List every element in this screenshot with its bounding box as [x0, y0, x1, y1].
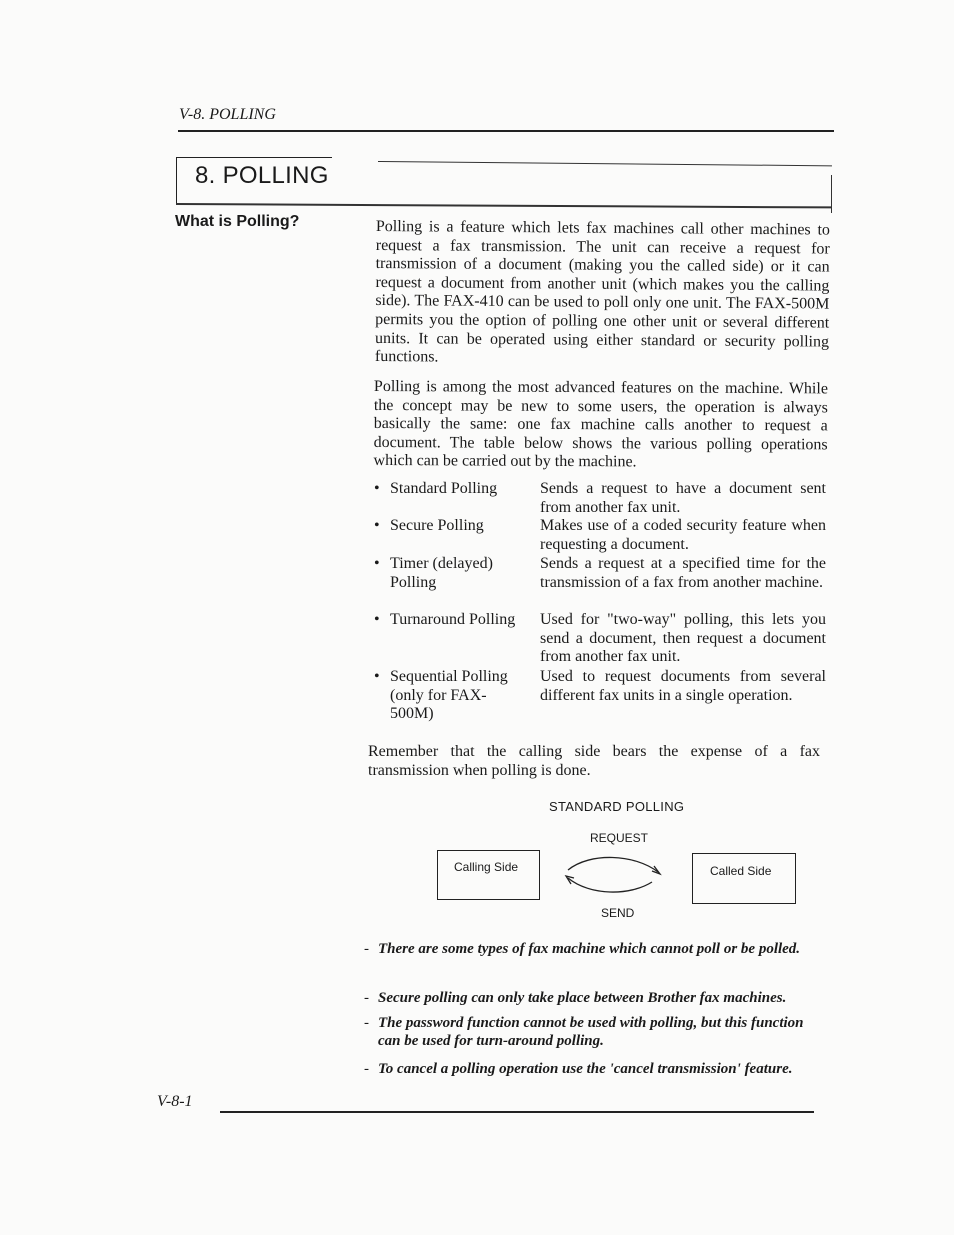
remember-paragraph: Remember that the calling side bears the expense of a fax transmission when polling is done. [368, 743, 820, 779]
polling-type-name: • Turnaround Polling [374, 611, 540, 668]
calling-side-box [437, 850, 540, 900]
request-send-arrows [560, 852, 670, 898]
polling-type-description: Used for "two-way" polling, this lets you send a document, then request a document from another fax unit. [540, 611, 826, 665]
note-text: - The password function cannot be used with polling, but this function can be used for turn-around polling. [364, 1014, 820, 1050]
note-text: - There are some types of fax machine which cannot poll or be polled. [364, 940, 820, 958]
send-label: SEND [601, 906, 635, 920]
polling-type-name: • Timer (delayed) Polling [374, 555, 540, 611]
list-item [374, 555, 826, 611]
section-title: 8. POLLING [195, 162, 329, 189]
list-item [374, 517, 826, 555]
called-side-label: Called Side [710, 864, 772, 878]
send-arrow-curve [568, 878, 652, 892]
request-label: REQUEST [590, 831, 649, 845]
list-item [374, 480, 826, 517]
polling-type-name: • Standard Polling [374, 480, 540, 517]
footer-rule [220, 1111, 814, 1113]
header-rule [178, 130, 834, 132]
note-list-item [364, 940, 820, 958]
note-list-item [364, 1014, 820, 1050]
list-item [374, 668, 826, 724]
title-frame-bottom-line [176, 203, 832, 208]
running-header: V-8. POLLING [179, 106, 276, 123]
note-list-item [364, 989, 820, 1007]
concept-paragraph: Polling is among the most advanced features on the machine. While the concept may be new to some users, the operation is always basically the same: one fax machine calls another to request a document. The table below shows the various polling operations which can be carried out by the machine. [373, 378, 828, 471]
polling-type-description: Sends a request at a specified time for the transmission of a fax from another machine. [540, 555, 826, 591]
polling-type-description: Makes use of a coded security feature when requesting a document. [540, 517, 826, 553]
note-list-item [364, 1060, 820, 1078]
calling-side-label: Calling Side [454, 860, 519, 874]
side-heading: What is Polling? [175, 213, 300, 230]
called-side-box [692, 853, 796, 904]
polling-type-description: Used to request documents from several different fax units in a single operation. [540, 668, 826, 704]
diagram-title: STANDARD POLLING [549, 799, 685, 814]
note-text: - Secure polling can only take place between Brother fax machines. [364, 989, 820, 1007]
request-arrow-curve [568, 857, 658, 872]
polling-types-list [374, 480, 826, 724]
list-item [374, 611, 826, 668]
title-frame-top-line [378, 161, 832, 166]
polling-type-name: • Sequential Polling (only for FAX-500M) [374, 668, 540, 724]
note-text: - To cancel a polling operation use the 'cancel transmission' feature. [364, 1060, 820, 1078]
intro-paragraph: Polling is a feature which lets fax machines call other machines to request a fax transmission. The unit can receive a request for transmission of a document (making you the called side) or it can request a document from another unit (which makes you the calling side). The FAX-410 can be used to poll only one unit. The FAX-500M permits you the option of polling one other unit or several different units. It can be operated using either standard or security polling functions. [374, 218, 830, 366]
page-number: V-8-1 [157, 1093, 193, 1110]
polling-type-description: Sends a request to have a document sent from another fax unit. [540, 480, 826, 516]
polling-type-name: • Secure Polling [374, 517, 540, 555]
